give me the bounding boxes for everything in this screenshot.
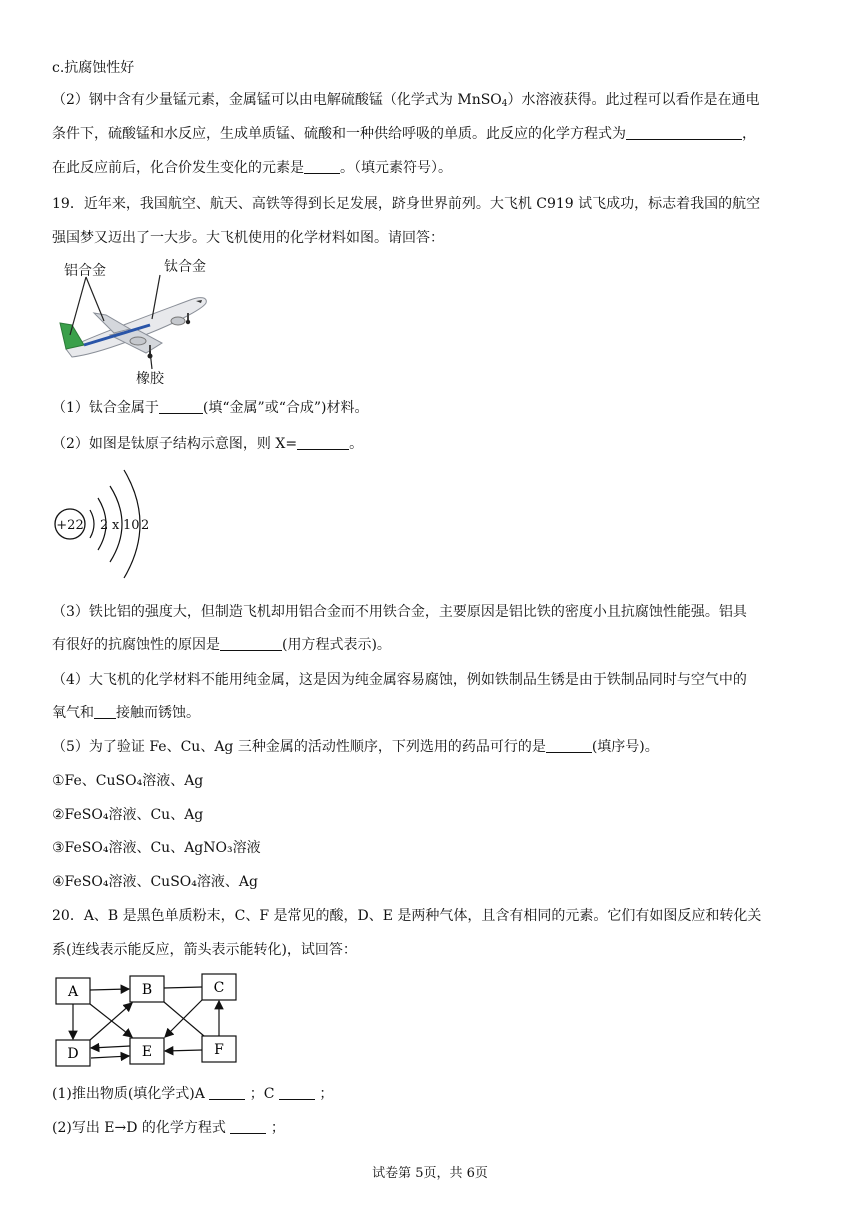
answer-blank[interactable] [626,125,742,140]
answer-blank[interactable] [159,399,203,414]
q18-part2-line2: 条件下，硫酸锰和水反应，生成单质锰、硫酸和一种供给呼吸的单质。此反应的化学方程式为 ， [52,126,756,142]
shell-3-count: 10 [123,518,140,533]
q20-part1: (1)推出物质(填化学式)A ；C ； [52,1086,334,1102]
q19-part3-line2: 有很好的抗腐蚀性的原因是 (用方程式表示)。 [52,637,391,653]
answer-blank[interactable] [304,159,340,174]
node-A: A [67,984,79,1000]
reaction-diagram [52,970,242,1070]
q20-stem-line2: 系(连线表示能反应，箭头表示能转化)，试回答： [52,942,357,958]
q20-stem-line1: 20．A、B 是黑色单质粉末，C、F 是常见的酸，D、E 是两种气体，且含有相同的元素。它们有如图反应和转化关 [52,908,762,924]
shell-2-count: x [112,518,120,533]
node-C: C [213,980,225,996]
q19-option-2: ②FeSO₄溶液、Cu、Ag [52,807,204,823]
answer-blank[interactable] [209,1085,245,1100]
q18-option-c: c.抗腐蚀性好 [52,60,135,76]
airplane-icon [60,298,206,359]
q19-stem-line2: 强国梦又迈出了一大步。大飞机使用的化学材料如图。请回答： [52,230,444,246]
q19-part2: （2）如图是钛原子结构示意图，则 X= 。 [52,436,364,452]
label-aluminum-alloy: 铝合金 [64,263,106,279]
q19-part3-line1: （3）铁比铝的强度大，但制造飞机却用铝合金而不用铁合金，主要原因是铝比铁的密度小且抗腐蚀性能强。铝具 [52,604,747,620]
q19-stem-line1: 19．近年来，我国航空、航天、高铁等得到长足发展，跻身世界前列。大飞机 C919 试飞成功，标志着我国的航空 [52,196,761,212]
label-titanium-alloy: 钛合金 [164,259,206,275]
q18-part2-line1: （2）钢中含有少量锰元素，金属锰可以由电解硫酸锰（化学式为 MnSO$_4$）水溶液获得。此过程可以看作是在通电 [52,92,760,109]
answer-blank[interactable] [230,1119,266,1134]
node-D: D [67,1046,79,1062]
node-E: E [141,1044,153,1060]
q19-part4-line2: 氧气和 接触而锈蚀。 [52,705,200,721]
q19-part4-line1: （4）大飞机的化学材料不能用纯金属，这是因为纯金属容易腐蚀，例如铁制品生锈是由于铁制品同时与空气中的 [52,672,747,688]
answer-blank[interactable] [279,1085,315,1100]
q19-part1: （1）钛合金属于 (填“金属”或“合成”)材料。 [52,400,369,416]
node-F: F [214,1042,224,1058]
q18-part2-line3: 在此反应前后，化合价发生变化的元素是 。（填元素符号）。 [52,160,452,176]
q19-option-4: ④FeSO₄溶液、CuSO₄溶液、Ag [52,874,258,890]
answer-blank[interactable] [220,636,282,651]
q19-option-1: ①Fe、CuSO₄溶液、Ag [52,773,204,789]
answer-blank[interactable] [546,738,592,753]
node-B: B [141,982,153,998]
answer-blank[interactable] [94,704,116,719]
atom-nucleus-label: +22 [56,518,84,533]
shell-4-count: 2 [141,518,150,533]
page-footer: 试卷第 5页，共 6页 [372,1166,488,1181]
q19-part5: （5）为了验证 Fe、Cu、Ag 三种金属的活动性顺序，下列选用的药品可行的是 (填序号)。 [52,739,659,755]
titanium-atom-diagram [50,460,160,590]
airplane-figure [50,255,220,390]
label-rubber: 橡胶 [136,371,164,387]
q20-part2: (2)写出 E→D 的化学方程式 ； [52,1120,285,1136]
shell-1-count: 2 [100,518,109,533]
q19-option-3: ③FeSO₄溶液、Cu、AgNO₃溶液 [52,840,261,856]
answer-blank[interactable] [297,435,349,450]
